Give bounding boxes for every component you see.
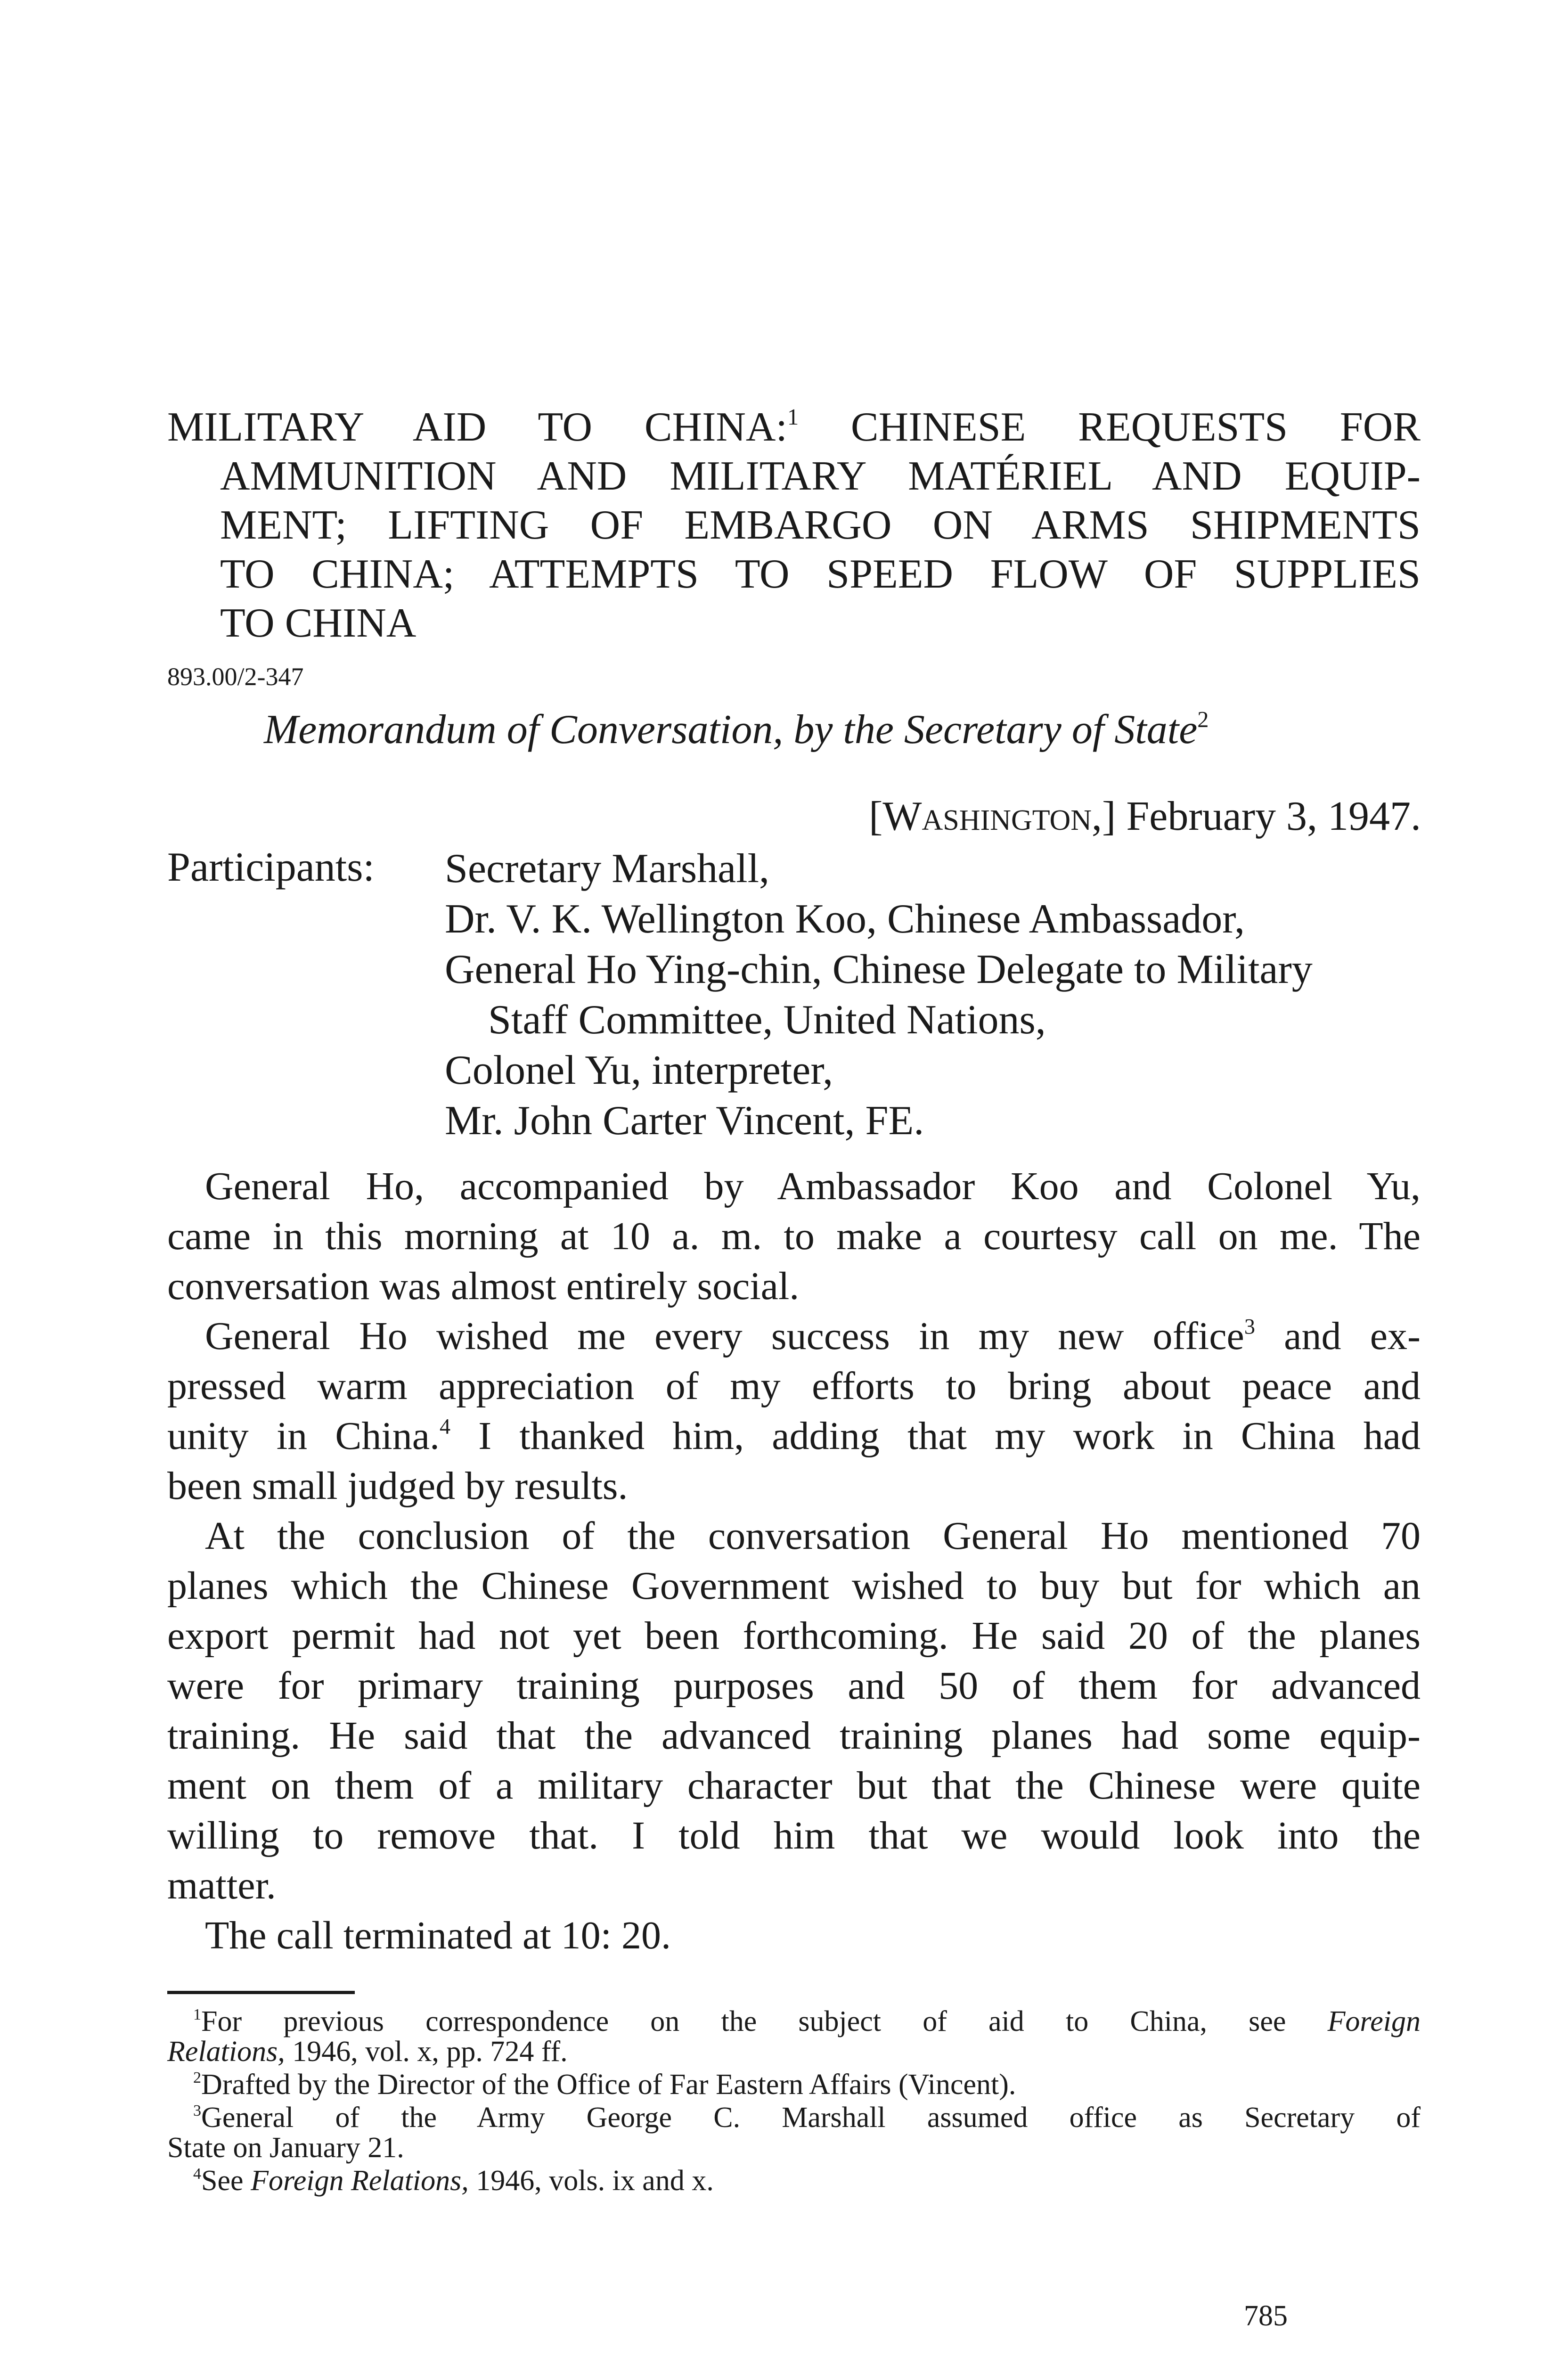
text-span: Foreign: [1327, 2005, 1421, 2037]
participant-line: Colonel Yu, interpreter,: [445, 1047, 833, 1093]
heading-line-1-rest: CHINESE REQUESTS FOR: [850, 404, 1421, 450]
text-span: I thanked him, adding that my work in China had: [450, 1414, 1421, 1458]
text-line: came in this morning at 10 a. m. to make a courtesy call on me. The: [167, 1214, 1421, 1258]
text-span: General of the Army George C. Marshall assumed office as Secretary of: [201, 2102, 1421, 2134]
memo-title-text: Memorandum of Conversation, by the Secretary of State: [264, 707, 1198, 753]
body-text: [167, 1162, 1421, 1961]
text-span: See: [201, 2165, 244, 2197]
text-line: training. He said that the advanced training planes had some equip-: [167, 1714, 1421, 1758]
paragraph-3: [167, 1511, 1421, 1911]
footnotes: [167, 2006, 1421, 2199]
heading-line-3: MENT; LIFTING OF EMBARGO ON ARMS SHIPMENTS: [220, 502, 1421, 548]
participant-line: Dr. V. K. Wellington Koo, Chinese Ambassador,: [445, 896, 1245, 942]
footnote-3: [167, 2102, 1421, 2163]
participant-line: Mr. John Carter Vincent, FE.: [445, 1098, 924, 1144]
text-line: conversation was almost entirely social.: [167, 1264, 800, 1308]
text-line: ment on them of a military character but that the Chinese were quite: [167, 1764, 1421, 1808]
file-number: 893.00/2-347: [167, 663, 304, 691]
text-line: [167, 1411, 1421, 1461]
text-line: At the conclusion of the conversation General Ho mentioned 70: [205, 1514, 1421, 1558]
footnote-line: State on January 21.: [167, 2132, 404, 2164]
text-line: matter.: [167, 1864, 276, 1907]
text-span: 1946, vol. x, pp. 724 ff.: [292, 2036, 568, 2068]
text-line: were for primary training purposes and 50 of them for advanced: [167, 1664, 1421, 1708]
text-line: export permit had not yet been forthcoming. He said 20 of the planes: [167, 1614, 1421, 1658]
participant-line: Secretary Marshall,: [445, 846, 770, 892]
participant-line: General Ho Ying-chin, Chinese Delegate to Military: [445, 947, 1313, 992]
text-line: planes which the Chinese Government wished to buy but for which an: [167, 1564, 1421, 1608]
footnote-marker: 3: [193, 2102, 202, 2120]
footnote-line: [167, 2166, 1421, 2196]
footnote-marker: 1: [193, 2006, 202, 2024]
footnote-line: [167, 2006, 1421, 2037]
footnote-line: [167, 2070, 1421, 2100]
paragraph-1: [167, 1162, 1421, 1311]
paragraph-4: [167, 1911, 1421, 1961]
text-line: [167, 1311, 1421, 1361]
footnote-marker: 4: [193, 2165, 202, 2183]
text-line: The call terminated at 10: 20.: [205, 1914, 671, 1957]
footnote-ref-4[interactable]: 4: [439, 1414, 451, 1439]
dateline-date: February 3, 1947.: [1126, 794, 1421, 839]
text-line: General Ho, accompanied by Ambassador Koo and Colonel Yu,: [205, 1164, 1421, 1208]
text-span: and ex-: [1255, 1314, 1421, 1358]
text-line: been small judged by results.: [167, 1464, 628, 1508]
text-span: For previous correspondence on the subject of aid to China, see: [201, 2005, 1286, 2037]
participant-line: Staff Committee, United Nations,: [488, 997, 1046, 1043]
section-heading: [167, 403, 1421, 648]
footnote-ref-1[interactable]: 1: [787, 405, 799, 430]
text-span: 1946, vols. ix and x.: [476, 2165, 714, 2197]
footnote-1: [167, 2006, 1421, 2067]
memo-title: [264, 706, 1209, 753]
footnote-marker: 2: [193, 2069, 202, 2087]
participants-list: [445, 843, 1420, 1146]
dateline-place: [Washington,]: [869, 794, 1116, 839]
paragraph-2: [167, 1311, 1421, 1511]
footnote-divider: [167, 1991, 355, 1994]
heading-line-1-start: MILITARY AID TO CHINA:: [167, 404, 787, 450]
text-span: Drafted by the Director of the Office of Far Eastern Affairs (Vincent).: [201, 2069, 1016, 2101]
text-span: Foreign Relations,: [251, 2165, 469, 2197]
heading-line-1: [167, 403, 1421, 452]
footnote-2: [167, 2070, 1421, 2100]
footnote-line: [167, 2102, 1421, 2133]
footnote-line: [167, 2037, 1421, 2067]
participants-label: Participants:: [167, 844, 375, 890]
text-line: willing to remove that. I told him that we would look into the: [167, 1814, 1421, 1857]
footnote-ref-2[interactable]: 2: [1197, 707, 1209, 733]
footnote-ref-3[interactable]: 3: [1244, 1314, 1255, 1339]
text-span: Relations,: [167, 2036, 285, 2068]
footnote-4: [167, 2166, 1421, 2196]
dateline: [869, 793, 1421, 840]
heading-line-5: TO CHINA: [220, 600, 416, 646]
text-span: unity in China.: [167, 1414, 440, 1458]
text-line: pressed warm appreciation of my efforts to bring about peace and: [167, 1364, 1421, 1408]
heading-line-2: AMMUNITION AND MILITARY MATÉRIEL AND EQUIP-: [220, 453, 1421, 499]
text-span: General Ho wished me every success in my new office: [205, 1314, 1244, 1358]
page-number: 785: [1244, 2300, 1288, 2332]
heading-line-4: TO CHINA; ATTEMPTS TO SPEED FLOW OF SUPPLIES: [220, 551, 1421, 597]
